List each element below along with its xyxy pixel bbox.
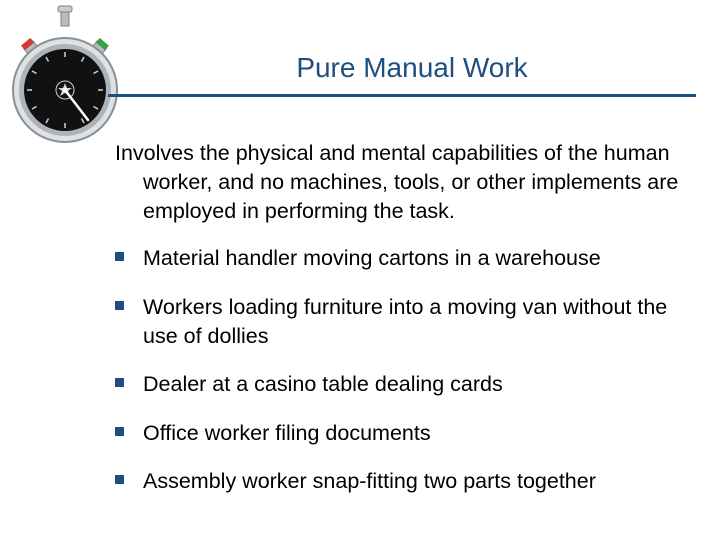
intro-paragraph: Involves the physical and mental capabilities of the human worker, and no machines, tools, or other implements are employed in performing the task.: [115, 141, 679, 223]
list-item-text: Assembly worker snap-fitting two parts together: [143, 469, 596, 493]
list-item: [115, 293, 705, 351]
list-item: [115, 244, 601, 273]
slide-title: Pure Manual Work: [296, 52, 528, 83]
square-bullet-icon: [115, 378, 124, 387]
list-item: [115, 370, 503, 399]
square-bullet-icon: [115, 301, 124, 310]
list-item-text: Workers loading furniture into a moving van without the use of dollies: [143, 295, 668, 348]
list-item: [115, 419, 431, 448]
list-item-text: Dealer at a casino table dealing cards: [143, 372, 503, 396]
list-item-text: Office worker filing documents: [143, 421, 431, 445]
title-underline: [108, 94, 696, 97]
list-item-text: Material handler moving cartons in a warehouse: [143, 246, 601, 270]
square-bullet-icon: [115, 427, 124, 436]
square-bullet-icon: [115, 475, 124, 484]
square-bullet-icon: [115, 252, 124, 261]
list-item: [115, 467, 596, 496]
stopwatch-icon: [8, 4, 120, 154]
